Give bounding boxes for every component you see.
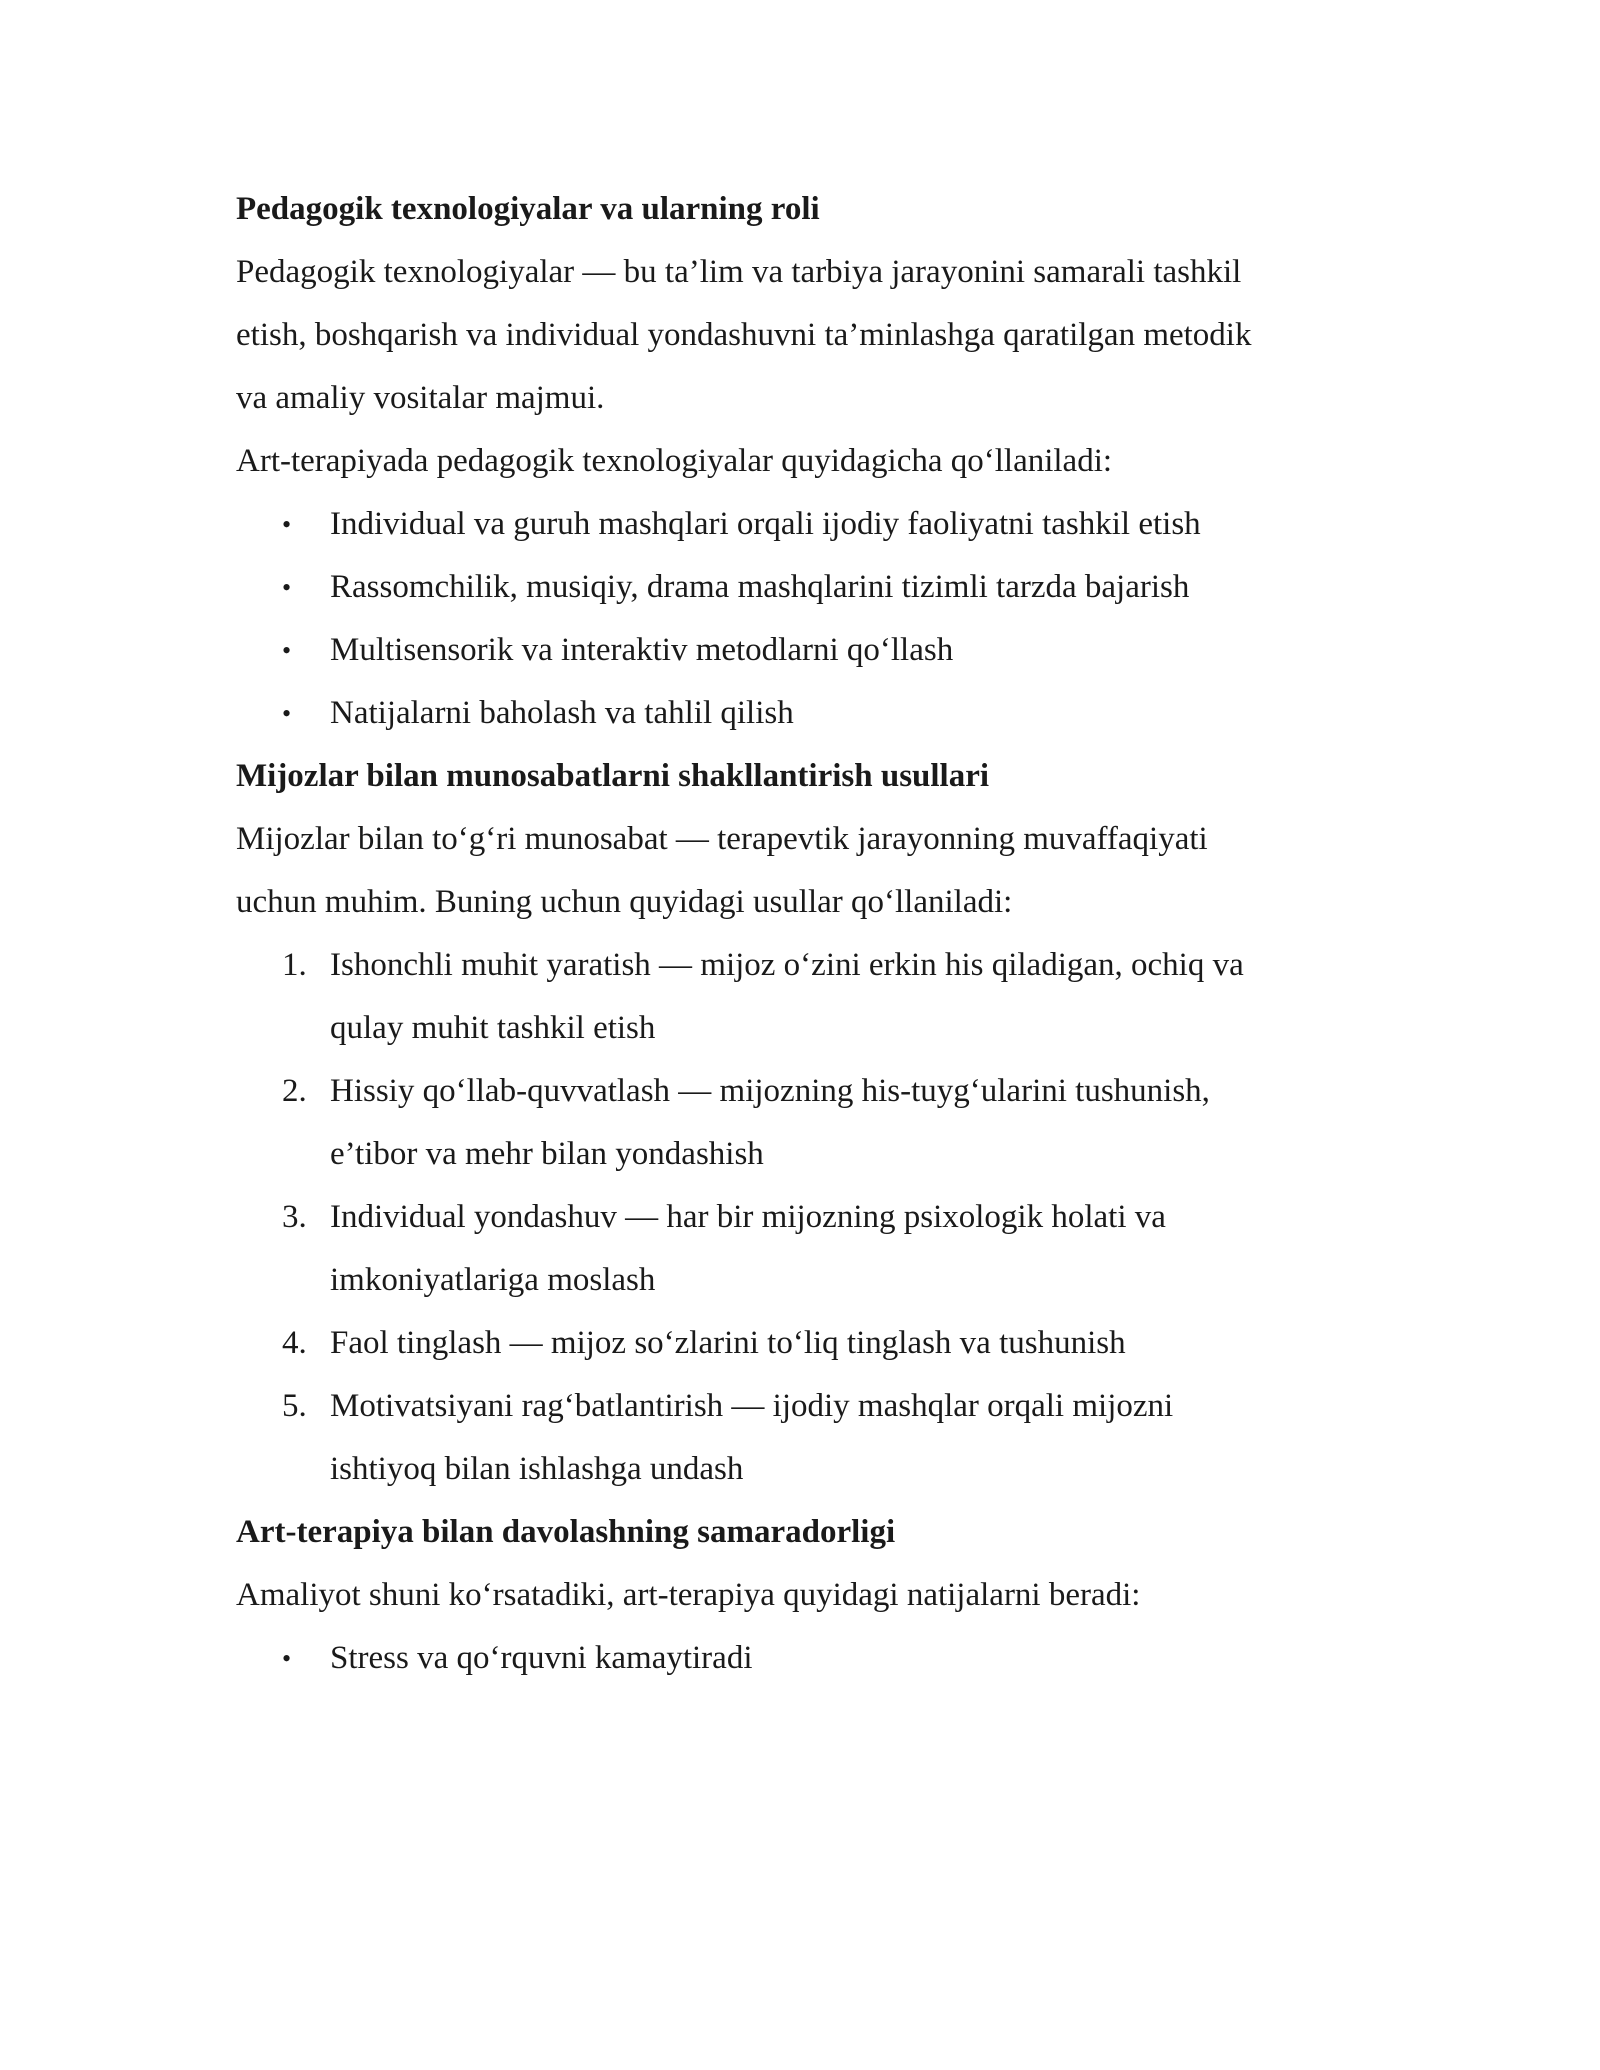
list-item xyxy=(236,1312,1376,1375)
paragraph xyxy=(236,241,1376,430)
paragraph-line: va amaliy vositalar majmui. xyxy=(236,380,605,416)
bullet-icon: • xyxy=(282,510,292,539)
bullet-list xyxy=(236,493,1376,745)
bullet-icon: • xyxy=(282,1644,292,1673)
list-item xyxy=(236,556,1376,619)
list-item xyxy=(236,1627,1376,1690)
list-item-line: ishtiyoq bilan ishlashga undash xyxy=(330,1451,744,1487)
list-item xyxy=(236,934,1376,1060)
paragraph-line: Mijozlar bilan to‘g‘ri munosabat — terapevtik jarayonning muvaffaqiyati xyxy=(236,821,1208,857)
list-item xyxy=(236,493,1376,556)
list-number: 1. xyxy=(282,947,307,983)
list-item-text: Individual va guruh mashqlari orqali ijodiy faoliyatni tashkil etish xyxy=(330,506,1201,542)
document-page xyxy=(236,178,1376,1690)
list-number: 2. xyxy=(282,1073,307,1109)
numbered-list xyxy=(236,934,1376,1501)
paragraph-line: etish, boshqarish va individual yondashuvni ta’minlashga qaratilgan metodik xyxy=(236,317,1252,353)
paragraph-line: Pedagogik texnologiyalar — bu ta’lim va tarbiya jarayonini samarali tashkil xyxy=(236,254,1242,290)
bullet-icon: • xyxy=(282,636,292,665)
list-item-line: Individual yondashuv — har bir mijozning psixologik holati va xyxy=(330,1199,1166,1235)
list-intro: Art-terapiyada pedagogik texnologiyalar quyidagicha qo‘llaniladi: xyxy=(236,443,1113,479)
list-item-line: qulay muhit tashkil etish xyxy=(330,1010,656,1046)
list-number: 5. xyxy=(282,1388,307,1424)
list-item-text: Stress va qo‘rquvni kamaytiradi xyxy=(330,1640,753,1676)
paragraph-line: uchun muhim. Buning uchun quyidagi usullar qo‘llaniladi: xyxy=(236,884,1013,920)
list-item-line: Ishonchli muhit yaratish — mijoz o‘zini erkin his qiladigan, ochiq va xyxy=(330,947,1244,983)
bullet-icon: • xyxy=(282,573,292,602)
paragraph-line: Amaliyot shuni ko‘rsatadiki, art-terapiya quyidagi natijalarni beradi: xyxy=(236,1577,1141,1613)
section-heading: Art-terapiya bilan davolashning samaradorligi xyxy=(236,1514,896,1550)
list-item-text: Natijalarni baholash va tahlil qilish xyxy=(330,695,794,731)
list-item xyxy=(236,1060,1376,1186)
list-item xyxy=(236,682,1376,745)
paragraph xyxy=(236,808,1376,934)
list-number: 4. xyxy=(282,1325,307,1361)
list-item xyxy=(236,619,1376,682)
bullet-list xyxy=(236,1627,1376,1690)
list-number: 3. xyxy=(282,1199,307,1235)
list-item xyxy=(236,1186,1376,1312)
list-item-line: Hissiy qo‘llab-quvvatlash — mijozning his-tuyg‘ularini tushunish, xyxy=(330,1073,1210,1109)
list-item-text: Multisensorik va interaktiv metodlarni qo‘llash xyxy=(330,632,954,668)
list-item-line: imkoniyatlariga moslash xyxy=(330,1262,656,1298)
list-item-line: Motivatsiyani rag‘batlantirish — ijodiy mashqlar orqali mijozni xyxy=(330,1388,1174,1424)
bullet-icon: • xyxy=(282,699,292,728)
list-item-line: Faol tinglash — mijoz so‘zlarini to‘liq tinglash va tushunish xyxy=(330,1325,1126,1361)
section-heading: Mijozlar bilan munosabatlarni shakllantirish usullari xyxy=(236,758,990,794)
list-item-text: Rassomchilik, musiqiy, drama mashqlarini tizimli tarzda bajarish xyxy=(330,569,1190,605)
section-heading: Pedagogik texnologiyalar va ularning roli xyxy=(236,191,820,227)
paragraph xyxy=(236,1564,1376,1627)
list-item-line: e’tibor va mehr bilan yondashish xyxy=(330,1136,764,1172)
list-item xyxy=(236,1375,1376,1501)
